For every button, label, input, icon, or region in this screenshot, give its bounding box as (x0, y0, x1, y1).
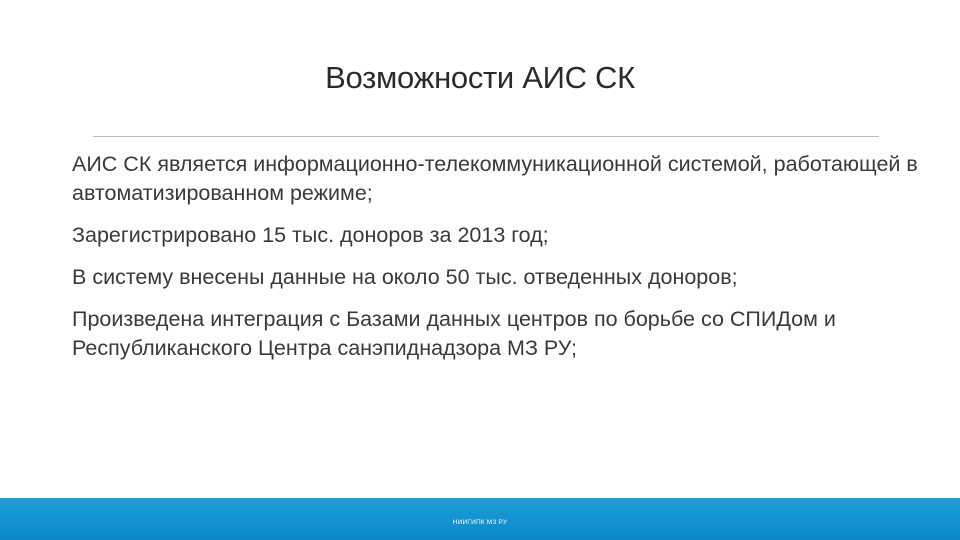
title-divider (93, 136, 879, 137)
slide-title: Возможности АИС СК (325, 60, 635, 95)
footer-label: НИИГИПК МЗ РУ (452, 519, 508, 526)
bullet-list (72, 150, 932, 376)
bullet-item: В систему внесены данные на около 50 тыс. отведенных доноров; (72, 265, 738, 289)
bullet-item: Зарегистрировано 15 тыс. доноров за 2013 год; (72, 223, 549, 247)
bullet-item: Произведена интеграция с Базами данных центров по борьбе со СПИДом и Республиканского Центра санэпиднадзора МЗ РУ; (72, 307, 836, 360)
bullet-item: АИС СК является информационно-телекоммуникационной системой, работающей в автоматизированном режиме; (72, 152, 918, 205)
